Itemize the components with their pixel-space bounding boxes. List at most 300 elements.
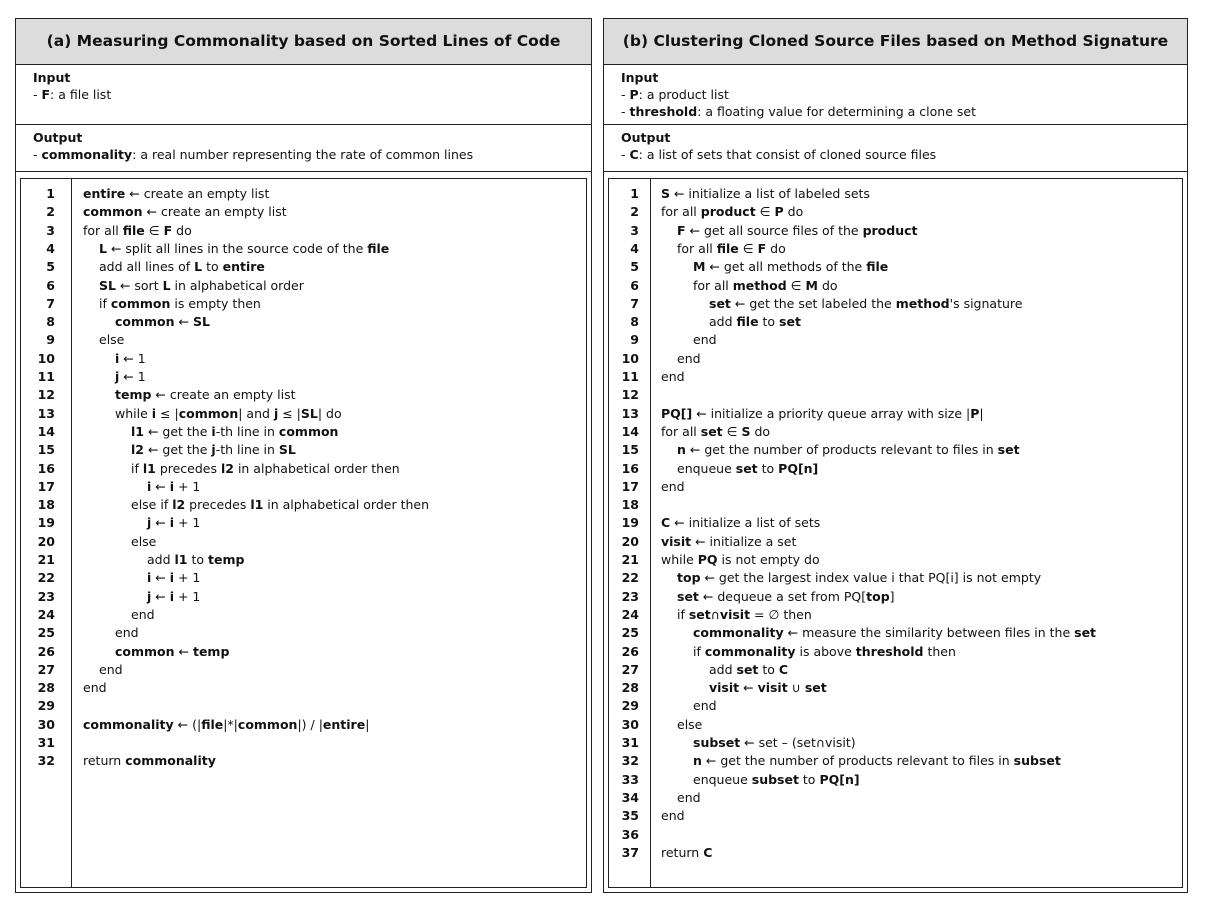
code-text: [677, 588, 895, 606]
code-fragment: ∩: [710, 606, 720, 622]
code-keyword: i: [147, 478, 152, 494]
code-fragment: ≤ |: [156, 405, 179, 421]
code-line: [609, 350, 1182, 368]
code-keyword: set: [997, 442, 1020, 458]
code-line: [21, 222, 586, 240]
algorithm-panel-a: [15, 18, 592, 893]
code-line: [609, 661, 1182, 679]
panel-a-input-item: - F: a file list: [33, 87, 112, 102]
code-keyword: l1: [174, 552, 188, 567]
code-text: [147, 569, 200, 587]
code-line: [609, 606, 1182, 624]
code-keyword: SL: [278, 442, 296, 458]
code-keyword: i: [169, 570, 175, 586]
code-line: [609, 826, 1182, 844]
code-line: [609, 588, 1182, 606]
code-fragment: in alphabetical order then: [263, 497, 430, 513]
code-line: [609, 643, 1182, 661]
code-keyword: subset: [693, 735, 741, 750]
code-text: [661, 405, 984, 423]
panel-a-output-heading: Output: [33, 130, 83, 145]
line-number: 13: [621, 405, 639, 421]
code-fragment: ←: [174, 643, 193, 659]
code-fragment: end: [661, 808, 685, 824]
code-fragment: to: [202, 259, 223, 275]
panel-b-input-key-product: P: [629, 87, 639, 102]
code-keyword: commonality: [693, 625, 784, 641]
panel-b-input-text-product: : a product list: [638, 87, 729, 102]
line-number: 26: [37, 643, 55, 659]
line-number: 32: [621, 753, 639, 769]
line-number: 19: [621, 515, 639, 531]
code-line: [21, 496, 586, 514]
code-fragment: if: [677, 606, 689, 622]
panel-b-title: (b) Clustering Cloned Source Files based on Method Signature: [604, 19, 1187, 65]
code-line: [21, 697, 586, 715]
code-line: [21, 679, 586, 697]
code-fragment: add: [709, 314, 737, 330]
code-line: [609, 807, 1182, 825]
code-line: [609, 258, 1182, 276]
code-text: [677, 222, 918, 240]
line-number: 7: [46, 295, 55, 311]
code-text: [661, 844, 712, 862]
code-fragment: ← set – (set∩visit): [740, 735, 856, 750]
code-fragment: ∈: [738, 240, 758, 256]
code-keyword: l1: [142, 460, 156, 476]
code-fragment: + 1: [174, 588, 201, 604]
code-fragment: is not empty do: [717, 552, 820, 567]
code-fragment: return: [83, 753, 126, 769]
line-number: 3: [630, 222, 639, 238]
code-keyword: visit: [661, 533, 692, 549]
code-keyword: P: [774, 204, 784, 220]
code-fragment: ← initialize a priority queue array with size |: [692, 405, 971, 421]
code-fragment: do: [783, 204, 804, 220]
code-text: [83, 185, 269, 203]
code-text: [147, 588, 200, 606]
code-text: [709, 679, 827, 697]
code-keyword: F: [163, 222, 173, 238]
code-keyword: set: [700, 423, 723, 439]
code-line: [21, 478, 586, 496]
code-text: [115, 386, 296, 404]
line-number: 28: [621, 680, 639, 696]
code-line: [609, 203, 1182, 221]
code-line: [21, 514, 586, 532]
code-text: [677, 460, 818, 478]
code-fragment: ← dequeue a set from PQ[: [698, 588, 867, 604]
code-line: [21, 606, 586, 624]
code-keyword: entire: [222, 259, 265, 275]
line-number: 7: [630, 295, 639, 311]
code-keyword: j: [147, 515, 152, 531]
line-number: 1: [46, 186, 55, 201]
code-fragment: ← get all source files of the: [685, 222, 863, 238]
code-fragment: | do: [317, 405, 342, 421]
code-line: [609, 697, 1182, 715]
code-keyword: i: [169, 588, 175, 604]
code-fragment: do: [172, 222, 192, 238]
code-line: [21, 441, 586, 459]
code-keyword: PQ[n]: [778, 460, 819, 476]
code-text: [677, 350, 701, 368]
code-keyword: i: [151, 405, 157, 421]
code-line: [609, 295, 1182, 313]
code-keyword: j: [147, 588, 152, 604]
code-keyword: l1: [250, 497, 264, 513]
code-line: [609, 331, 1182, 349]
panel-b-code-listing: [608, 178, 1183, 888]
code-line: [609, 844, 1182, 862]
code-text: [115, 405, 342, 423]
code-line: [21, 386, 586, 404]
code-fragment: ← create an empty list: [142, 204, 287, 220]
code-keyword: temp: [192, 643, 230, 659]
code-fragment: is empty then: [170, 295, 261, 311]
code-keyword: SL: [300, 405, 318, 421]
code-line: [609, 624, 1182, 642]
code-fragment: to: [758, 661, 779, 677]
code-text: [115, 350, 146, 368]
line-number: 20: [621, 533, 639, 549]
line-number: 24: [37, 606, 55, 622]
code-fragment: in alphabetical order: [170, 277, 304, 293]
code-line: [21, 277, 586, 295]
code-keyword: common: [237, 716, 298, 732]
panel-a-output-text: : a real number representing the rate of common lines: [132, 147, 474, 162]
code-keyword: common: [278, 423, 339, 439]
code-line: [609, 441, 1182, 459]
line-number: 11: [37, 369, 55, 384]
code-fragment: ← get the: [143, 442, 212, 458]
code-text: [131, 441, 296, 459]
code-keyword: set: [709, 295, 731, 311]
code-line: [609, 533, 1182, 551]
code-keyword: set: [688, 606, 711, 622]
code-text: [677, 716, 702, 734]
panel-a-input-section: [16, 65, 591, 125]
code-line: [609, 240, 1182, 258]
code-text: [661, 514, 820, 532]
code-fragment: ≤ |: [278, 405, 301, 421]
code-text: [693, 771, 860, 789]
code-fragment: ← get the largest index value i that PQ[i] is not empty: [700, 570, 1042, 586]
panel-a-input-key: F: [41, 87, 51, 102]
code-keyword: file: [736, 314, 759, 330]
code-text: [83, 752, 216, 770]
code-fragment: | and: [238, 405, 274, 421]
code-fragment: else: [131, 533, 157, 549]
code-keyword: set: [779, 314, 801, 330]
code-fragment: ← get all methods of the: [705, 259, 867, 275]
panel-a-code-listing: [20, 178, 587, 888]
code-text: [661, 807, 685, 825]
code-fragment: in alphabetical order then: [233, 460, 400, 476]
line-number: 4: [46, 240, 55, 256]
code-line: [609, 313, 1182, 331]
line-number: 26: [621, 643, 639, 659]
code-fragment: is above: [795, 643, 856, 659]
code-line: [609, 752, 1182, 770]
code-fragment: |) / |: [297, 716, 323, 732]
code-fragment: ← get the number of products relevant to files in: [701, 753, 1014, 769]
code-keyword: visit: [709, 680, 740, 696]
code-keyword: subset: [1013, 753, 1061, 769]
code-keyword: F: [677, 222, 686, 238]
panel-a-input-text: : a file list: [50, 87, 112, 102]
code-line: [609, 386, 1182, 404]
code-fragment: add all lines of: [99, 259, 195, 275]
code-line: [609, 771, 1182, 789]
code-fragment: end: [83, 680, 107, 696]
code-fragment: return: [661, 844, 704, 860]
code-line: [21, 734, 586, 752]
code-line: [609, 679, 1182, 697]
line-number: 33: [621, 771, 639, 787]
line-number: 21: [621, 552, 639, 567]
line-number: 13: [37, 405, 55, 421]
code-fragment: end: [693, 698, 717, 714]
code-fragment: do: [766, 240, 786, 256]
code-fragment: ← (|: [173, 716, 202, 732]
code-line: [21, 185, 586, 203]
code-keyword: entire: [83, 186, 126, 201]
line-number: 32: [37, 753, 55, 769]
line-number: 29: [621, 698, 639, 714]
line-number: 34: [621, 789, 639, 805]
code-keyword: S: [741, 423, 751, 439]
code-keyword: set: [1074, 625, 1097, 641]
code-keyword: set: [735, 460, 758, 476]
code-line: [609, 496, 1182, 514]
code-line: [609, 569, 1182, 587]
line-number: 23: [37, 588, 55, 604]
code-fragment: to: [798, 771, 820, 787]
code-line: [21, 624, 586, 642]
line-number: 20: [37, 533, 55, 549]
code-text: [661, 533, 796, 551]
code-keyword: common: [83, 204, 143, 220]
code-fragment: ← get the: [143, 423, 212, 439]
code-keyword: i: [169, 515, 175, 531]
code-fragment: enqueue: [693, 771, 752, 787]
code-line: [609, 368, 1182, 386]
code-fragment: ← 1: [119, 350, 146, 366]
code-text: [709, 313, 801, 331]
panel-a-output-key: commonality: [41, 147, 133, 162]
code-text: [693, 624, 1096, 642]
code-fragment: while: [115, 405, 152, 421]
code-fragment: to: [757, 460, 779, 476]
code-keyword: j: [211, 442, 216, 458]
code-keyword: visit: [757, 680, 788, 696]
line-number: 10: [37, 350, 55, 366]
code-text: [709, 295, 1022, 313]
panel-a-code-block: [16, 174, 591, 892]
code-fragment: ∈: [786, 277, 806, 293]
code-line: [609, 277, 1182, 295]
code-fragment: end: [661, 478, 685, 494]
code-line: [21, 368, 586, 386]
panel-a-output-section: [16, 125, 591, 172]
panel-a-input-heading: Input: [33, 70, 71, 85]
code-text: [147, 551, 244, 569]
code-fragment: |: [365, 716, 370, 732]
code-text: [147, 514, 200, 532]
code-text: [661, 368, 685, 386]
code-fragment: end: [677, 350, 701, 366]
code-fragment: end: [677, 789, 701, 805]
line-number: 2: [46, 204, 55, 220]
code-fragment: ← 1: [119, 369, 146, 384]
code-keyword: subset: [751, 771, 799, 787]
line-number: 9: [46, 332, 55, 348]
line-number: 31: [621, 735, 639, 750]
line-number: 10: [621, 350, 639, 366]
code-text: [677, 569, 1041, 587]
code-line: [609, 514, 1182, 532]
code-fragment: ← split all lines in the source code of the: [106, 240, 368, 256]
code-keyword: C: [778, 661, 789, 677]
code-line: [609, 405, 1182, 423]
code-keyword: L: [162, 277, 171, 293]
line-number: 2: [630, 204, 639, 220]
code-fragment: do: [750, 423, 771, 439]
code-fragment: + 1: [174, 478, 201, 494]
panel-b-output-item: - C: a list of sets that consist of cloned source files: [621, 147, 937, 162]
code-fragment: ← initialize a list of sets: [670, 515, 821, 531]
code-keyword: M: [805, 277, 818, 293]
code-keyword: i: [169, 478, 175, 494]
code-fragment: + 1: [174, 570, 201, 586]
panel-b-input-text-threshold: : a floating value for determining a clone set: [697, 104, 976, 119]
code-fragment: to: [187, 552, 208, 567]
code-fragment: else: [99, 332, 125, 348]
code-fragment: ← measure the similarity between files in the: [783, 625, 1075, 641]
code-keyword: SL: [99, 277, 116, 293]
code-text: [83, 203, 287, 221]
code-line: [21, 716, 586, 734]
code-keyword: file: [716, 240, 739, 256]
line-number: 15: [621, 442, 639, 458]
code-fragment: ←: [151, 570, 170, 586]
code-keyword: file: [367, 240, 390, 256]
panel-b-output-text: : a list of sets that consist of cloned source files: [638, 147, 937, 162]
code-fragment: precedes: [155, 460, 221, 476]
code-line: [609, 478, 1182, 496]
code-text: [83, 222, 192, 240]
code-keyword: file: [201, 716, 224, 732]
code-text: [693, 258, 888, 276]
line-number: 4: [630, 240, 639, 256]
code-fragment: ]: [889, 588, 895, 604]
code-fragment: add: [709, 661, 737, 677]
code-keyword: PQ[]: [661, 405, 693, 421]
code-keyword: i: [147, 570, 152, 586]
code-fragment: ← initialize a set: [691, 533, 797, 549]
code-fragment: ← create an empty list: [125, 186, 270, 201]
code-keyword: commonality: [704, 643, 796, 659]
code-fragment: ∈: [755, 204, 775, 220]
code-line: [609, 716, 1182, 734]
code-line: [21, 551, 586, 569]
code-line: [609, 185, 1182, 203]
line-number: 3: [46, 222, 55, 238]
code-text: [99, 295, 261, 313]
code-keyword: i: [115, 350, 120, 366]
code-fragment: ∈: [144, 222, 164, 238]
code-keyword: temp: [208, 552, 245, 567]
line-number: 12: [621, 387, 639, 403]
line-number: 31: [37, 735, 55, 750]
code-keyword: entire: [322, 716, 366, 732]
code-keyword: common: [115, 643, 175, 659]
code-fragment: add: [147, 552, 175, 567]
line-number: 8: [46, 314, 55, 330]
code-fragment: then: [923, 643, 956, 659]
code-fragment: + 1: [174, 515, 201, 531]
code-keyword: n: [677, 442, 686, 458]
line-number: 6: [630, 277, 639, 293]
code-line: [21, 405, 586, 423]
code-text: [677, 606, 812, 624]
code-fragment: -th line in: [215, 423, 279, 439]
code-line: [21, 588, 586, 606]
line-number: 1: [630, 186, 639, 201]
code-keyword: SL: [192, 314, 210, 330]
code-fragment: ←: [739, 680, 758, 696]
code-keyword: threshold: [855, 643, 924, 659]
code-fragment: ← sort: [115, 277, 163, 293]
line-number: 23: [621, 588, 639, 604]
code-text: [99, 661, 123, 679]
code-text: [693, 331, 717, 349]
code-fragment: ←: [174, 314, 193, 330]
code-keyword: file: [866, 259, 889, 275]
code-line: [21, 350, 586, 368]
code-line: [21, 240, 586, 258]
code-fragment: end: [115, 625, 139, 641]
code-fragment: -th line in: [215, 442, 279, 458]
code-text: [115, 643, 229, 661]
code-fragment: else: [677, 716, 703, 732]
line-number: 6: [46, 277, 55, 293]
code-fragment: end: [693, 332, 717, 348]
panel-b-output-section: [604, 125, 1187, 172]
code-keyword: commonality: [125, 753, 216, 769]
line-number: 16: [621, 460, 639, 476]
code-line: [21, 661, 586, 679]
code-keyword: j: [115, 369, 120, 384]
code-keyword: PQ: [697, 552, 718, 567]
code-fragment: ← create an empty list: [151, 387, 296, 403]
code-text: [83, 679, 107, 697]
line-number: 28: [37, 680, 55, 696]
code-keyword: set: [677, 588, 699, 604]
code-text: [99, 277, 304, 295]
line-number: 36: [621, 826, 639, 842]
code-keyword: PQ[n]: [819, 771, 860, 787]
line-number: 14: [621, 423, 639, 439]
code-keyword: commonality: [83, 716, 174, 732]
code-fragment: if: [131, 460, 143, 476]
code-fragment: do: [817, 277, 838, 293]
code-text: [677, 240, 786, 258]
code-line: [21, 295, 586, 313]
code-keyword: L: [99, 240, 107, 256]
code-keyword: l2: [220, 460, 234, 476]
